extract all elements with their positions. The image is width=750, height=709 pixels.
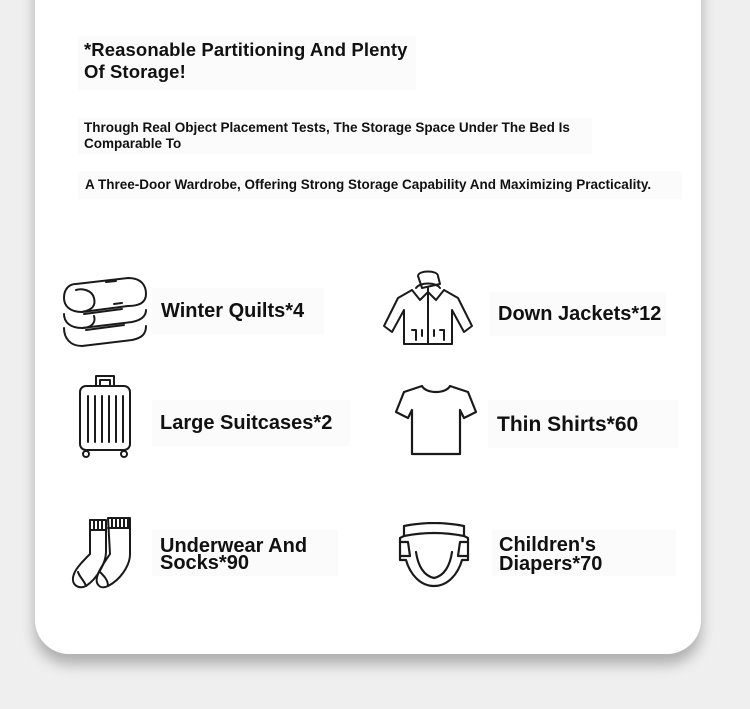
storage-item-label-winter-quilts: Winter Quilts*4 — [161, 300, 305, 322]
storage-description-line2: A Three-Door Wardrobe, Offering Strong Storage Capability And Maximizing Practicality. — [85, 177, 652, 192]
storage-item-label-down-jackets: Down Jackets*12 — [498, 303, 662, 325]
socks-icon — [70, 516, 134, 590]
storage-item-label-childrens-diapers: Children's Diapers*70 — [499, 534, 603, 575]
diaper-icon — [398, 522, 470, 590]
storage-item-label-large-suitcases: Large Suitcases*2 — [160, 412, 333, 434]
storage-description-line1: Through Real Object Placement Tests, The Storage Space Under The Bed Is Comparable To — [84, 120, 570, 151]
folded-quilt-icon — [62, 276, 150, 350]
down-jacket-icon — [382, 270, 474, 348]
t-shirt-icon — [394, 384, 478, 456]
storage-item-label-underwear-socks: Underwear And Socks*90 — [160, 535, 308, 574]
storage-heading: *Reasonable Partitioning And Plenty Of Storage! — [84, 39, 408, 82]
storage-item-label-thin-shirts: Thin Shirts*60 — [497, 413, 639, 436]
suitcase-icon — [76, 374, 134, 458]
